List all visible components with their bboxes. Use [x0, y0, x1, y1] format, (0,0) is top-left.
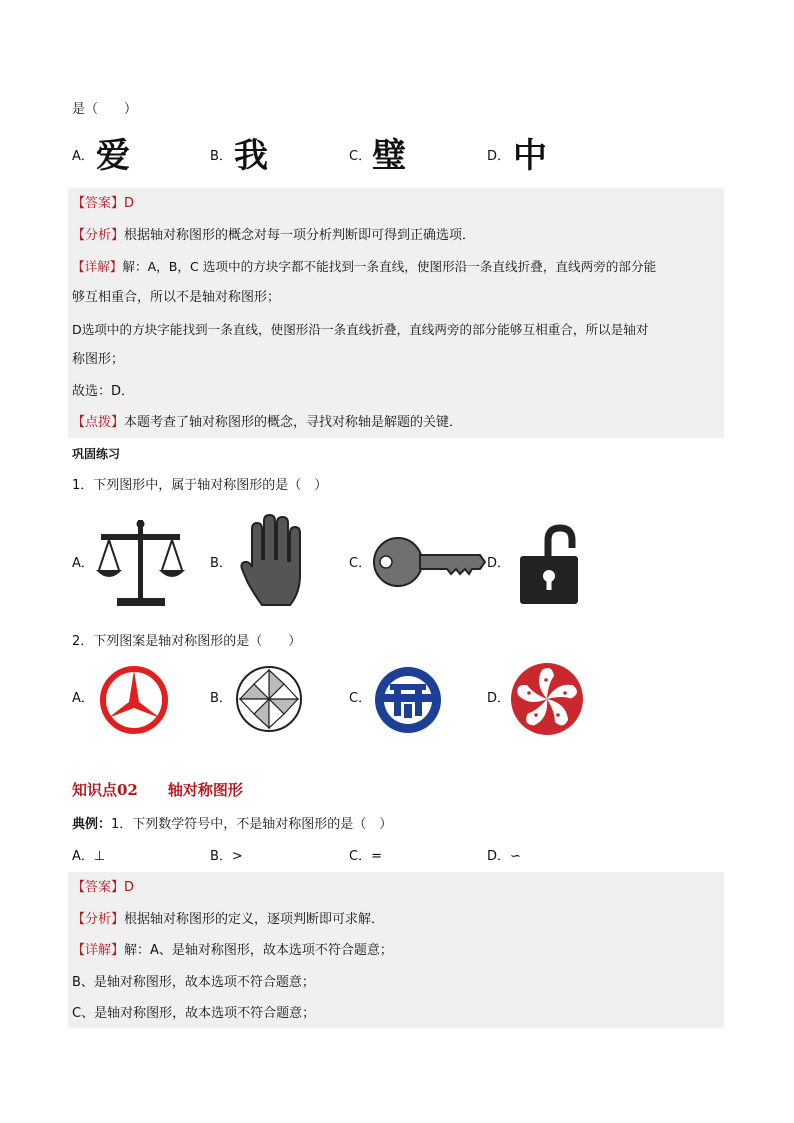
example-option-c: C．= — [349, 849, 382, 864]
example-question: 1．下列数学符号中，不是轴对称图形的是（ ） — [111, 817, 393, 832]
option-d-label: D． — [487, 149, 511, 164]
q1-option-a-label: A． — [72, 556, 94, 571]
section-heading: 知识点02 轴对称图形 — [72, 781, 243, 799]
example-option-a: A．⊥ — [72, 849, 106, 864]
hand-icon — [240, 515, 310, 607]
answer-value: D — [124, 196, 135, 211]
analysis-tag: 【分析】 — [72, 228, 125, 243]
question-tail: 是（ ） — [72, 102, 138, 117]
blue-circular-logo-icon — [372, 664, 444, 736]
tip-text: 本题考查了轴对称图形的概念，寻找对称轴是解题的关键． — [124, 415, 463, 430]
q1-stem: 1．下列图形中，属于轴对称图形的是（ ） — [72, 478, 328, 493]
detail-line-5: 故选：D． — [72, 384, 135, 399]
analysis-line-2 — [72, 910, 384, 930]
q2-option-a-label: A． — [72, 691, 94, 706]
q2-stem: 2．下列图案是轴对称图形的是（ ） — [72, 634, 302, 649]
answer-tag-2: 【答案】 — [72, 880, 125, 895]
three-point-star-logo-icon — [98, 664, 170, 736]
option-a-char: 爱 — [96, 136, 130, 176]
practice-title: 巩固练习 — [72, 447, 121, 461]
detail-tag: 【详解】 — [72, 259, 123, 274]
tip-line-1 — [72, 413, 462, 433]
option-c-char: 璧 — [372, 136, 406, 176]
analysis-text-2: 根据轴对称图形的定义，逐项判断即可求解． — [124, 912, 385, 927]
answer-value-2: D — [124, 880, 135, 895]
example-stem — [72, 815, 392, 835]
option-d-char: 中 — [513, 136, 547, 176]
example-option-b: B．> — [210, 849, 243, 864]
detail-line-2-3: C、是轴对称图形，故本选项不符合题意； — [72, 1006, 316, 1021]
analysis-tag-2: 【分析】 — [72, 912, 125, 927]
unlocked-padlock-icon — [518, 522, 580, 606]
q1-option-d-label: D． — [487, 556, 511, 571]
tip-tag: 【点拨】 — [72, 415, 125, 430]
answer-tag: 【答案】 — [72, 196, 125, 211]
balance-scale-icon — [95, 518, 185, 608]
q2-option-d-label: D． — [487, 691, 511, 706]
answer-line-2 — [72, 878, 134, 898]
q2-option-c-label: C． — [349, 691, 372, 706]
option-b-char: 我 — [234, 136, 268, 176]
detail-text-1: 解：A，B，C 选项中的方块字都不能找到一条直线，使图形沿一条直线折叠，直线两旁的部分能 — [122, 259, 657, 274]
option-a-label: A． — [72, 149, 94, 164]
key-icon — [372, 536, 487, 588]
q1-option-c-label: C． — [349, 556, 372, 571]
detail-line-2: 够互相重合，所以不是轴对称图形； — [72, 290, 281, 305]
q2-option-b-label: B． — [210, 691, 232, 706]
detail-text-2-1: 解：A、是轴对称图形，故本选项不符合题意； — [124, 943, 393, 958]
detail-line-3: D选项中的方块字能找到一条直线，使图形沿一条直线折叠，直线两旁的部分能够互相重合，所以是轴对 — [72, 322, 649, 337]
bauhinia-flower-icon — [510, 662, 584, 736]
analysis-line-1 — [72, 226, 475, 246]
q1-option-b-label: B． — [210, 556, 232, 571]
detail-line-2-1 — [72, 941, 393, 961]
detail-line-2-2: B、是轴对称图形，故本选项不符合题意； — [72, 975, 315, 990]
detail-tag-2: 【详解】 — [72, 943, 125, 958]
example-option-d: D．∽ — [487, 849, 521, 864]
detail-line-4: 称图形； — [72, 352, 125, 367]
example-label: 典例： — [72, 817, 112, 832]
pinwheel-logo-icon — [234, 664, 304, 734]
detail-line-1 — [72, 257, 656, 277]
option-b-label: B． — [210, 149, 232, 164]
analysis-text: 根据轴对称图形的概念对每一项分析判断即可得到正确选项． — [124, 228, 476, 243]
option-c-label: C． — [349, 149, 372, 164]
answer-line-1 — [72, 194, 134, 214]
